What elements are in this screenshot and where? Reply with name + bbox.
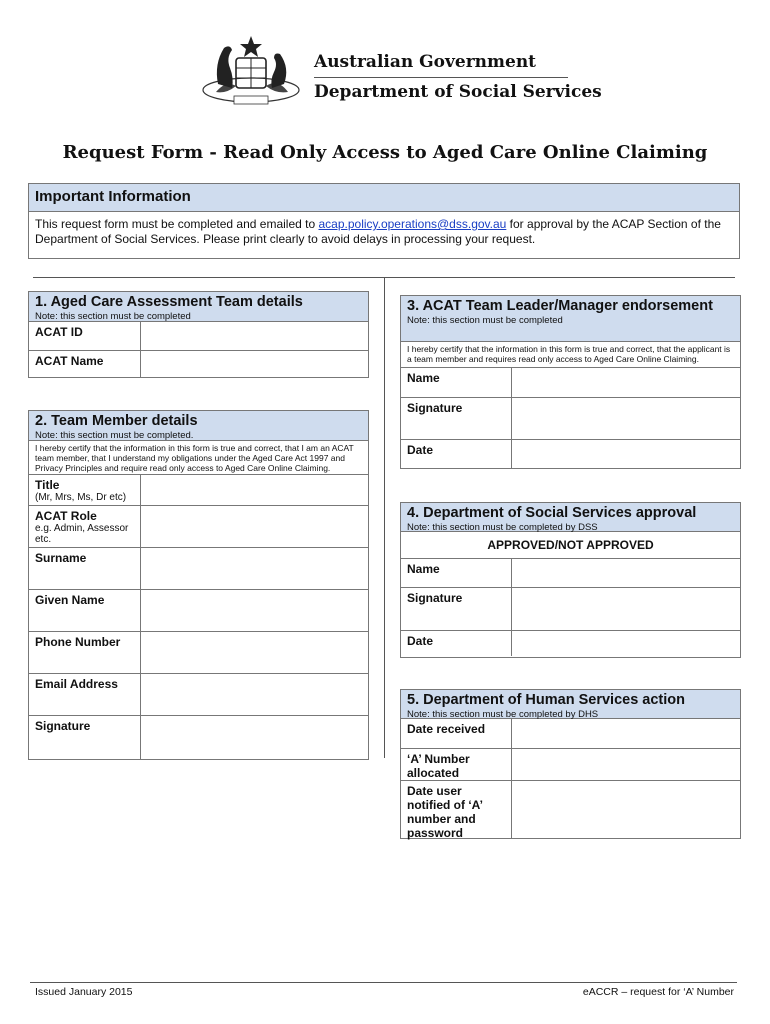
title-label-hint: (Mr, Mrs, Ms, Dr etc) [35, 492, 127, 503]
phone-number-label: Phone Number [29, 632, 141, 673]
footer-form-id: eACCR – request for ‘A’ Number [582, 986, 734, 998]
section-2-header [29, 411, 368, 441]
email-address-row [29, 673, 368, 715]
form-title: Request Form - Read Only Access to Aged Care Online Claiming [62, 142, 708, 163]
coat-of-arms-logo [196, 34, 306, 110]
approval-status: APPROVED/NOT APPROVED [401, 532, 740, 559]
section-2-note: Note: this section must be completed. [35, 430, 194, 441]
government-title: Australian Government [314, 52, 537, 72]
email-link[interactable]: acap.policy.operations@dss.gov.au [318, 217, 507, 231]
acat-name-label: ACAT Name [29, 351, 141, 378]
section-4-header [401, 503, 740, 532]
important-heading: Important Information [29, 184, 739, 212]
section-5-header [401, 690, 740, 719]
leader-signature-label: Signature [401, 398, 512, 439]
dss-date-label: Date [401, 631, 512, 656]
section-2-certification: I hereby certify that the information in this form is true and correct, that I am an ACAT team member, that I understand my obligations under the Aged Care Act 1997 and Privacy Principles and require read only access to Aged Care Online Claiming. [29, 441, 368, 475]
signature-field[interactable] [141, 716, 368, 759]
dss-signature-label: Signature [401, 588, 512, 630]
acat-role-label [29, 506, 141, 547]
section-5-rows [401, 719, 740, 838]
leader-signature-field[interactable] [512, 398, 740, 439]
section-5 [400, 689, 741, 839]
section-3-title: 3. ACAT Team Leader/Manager endorsement [407, 298, 713, 314]
dss-name-row [401, 559, 740, 587]
a-number-row [401, 748, 740, 780]
surname-field[interactable] [141, 548, 368, 589]
phone-number-field[interactable] [141, 632, 368, 673]
phone-number-row [29, 631, 368, 673]
section-5-note: Note: this section must be completed by DHS [407, 709, 599, 720]
acat-id-label: ACAT ID [29, 322, 141, 350]
section-3 [400, 295, 741, 469]
leader-name-field[interactable] [512, 368, 740, 397]
title-field[interactable] [141, 475, 368, 505]
acat-id-field[interactable] [141, 322, 368, 350]
dss-signature-row [401, 587, 740, 630]
signature-label: Signature [29, 716, 141, 759]
acat-role-field[interactable] [141, 506, 368, 547]
date-notified-row [401, 780, 740, 838]
leader-name-row [401, 368, 740, 397]
acat-name-field[interactable] [141, 351, 368, 378]
footer-issued-date: Issued January 2015 [35, 986, 133, 998]
date-received-row [401, 719, 740, 748]
email-address-field[interactable] [141, 674, 368, 715]
important-text [29, 212, 739, 247]
leader-name-label: Name [401, 368, 512, 397]
section-4-title: 4. Department of Social Services approval [407, 505, 697, 521]
leader-date-label: Date [401, 440, 512, 468]
dss-date-row [401, 630, 740, 656]
section-1 [28, 291, 369, 378]
footer-divider [30, 982, 737, 983]
government-header [314, 52, 602, 102]
section-4 [400, 502, 741, 658]
section-1-title: 1. Aged Care Assessment Team details [35, 294, 303, 310]
section-3-rows [401, 368, 740, 468]
acat-id-row [29, 322, 368, 350]
vertical-divider [384, 278, 385, 758]
section-3-certification: I hereby certify that the information in this form is true and correct, that the applicant is a team member and requires read only access to Aged Care Online Claiming. [401, 342, 740, 368]
acat-role-row [29, 505, 368, 547]
dss-signature-field[interactable] [512, 588, 740, 630]
title-label [29, 475, 141, 505]
important-text-after: for approval by the ACAP Section of the Department of Social Services. Please print clearly to avoid delays in processing your request. [35, 217, 721, 246]
date-notified-label: Date user notified of ‘A’ number and password [401, 781, 512, 838]
a-number-label: ‘A’ Number allocated [401, 749, 512, 780]
dss-name-field[interactable] [512, 559, 740, 587]
date-received-field[interactable] [512, 719, 740, 748]
acat-role-label-text: ACAT Role [35, 509, 97, 523]
a-number-field[interactable] [512, 749, 740, 780]
section-3-note: Note: this section must be completed [407, 315, 563, 326]
section-1-note: Note: this section must be completed [35, 311, 191, 322]
section-1-rows [29, 322, 368, 378]
surname-label: Surname [29, 548, 141, 589]
dss-name-label: Name [401, 559, 512, 587]
section-2-rows [29, 475, 368, 759]
date-notified-field[interactable] [512, 781, 740, 838]
title-label-text: Title [35, 478, 60, 492]
acat-name-row [29, 350, 368, 378]
given-name-label: Given Name [29, 590, 141, 631]
important-text-before: This request form must be completed and emailed to [35, 217, 319, 231]
header-divider [314, 77, 568, 78]
dss-date-field[interactable] [512, 631, 740, 656]
section-5-title: 5. Department of Human Services action [407, 692, 685, 708]
leader-signature-row [401, 397, 740, 439]
signature-row [29, 715, 368, 759]
given-name-field[interactable] [141, 590, 368, 631]
acat-role-hint: e.g. Admin, Assessor etc. [35, 523, 129, 545]
section-2 [28, 410, 369, 760]
section-2-title: 2. Team Member details [35, 413, 198, 429]
leader-date-row [401, 439, 740, 468]
surname-row [29, 547, 368, 589]
section-1-header [29, 292, 368, 322]
section-4-note: Note: this section must be completed by DSS [407, 522, 598, 533]
email-address-label: Email Address [29, 674, 141, 715]
date-received-label: Date received [401, 719, 512, 748]
title-row [29, 475, 368, 505]
department-name: Department of Social Services [314, 82, 602, 102]
given-name-row [29, 589, 368, 631]
leader-date-field[interactable] [512, 440, 740, 468]
section-3-header [401, 296, 740, 342]
section-4-rows [401, 559, 740, 656]
important-information-box [28, 183, 740, 259]
